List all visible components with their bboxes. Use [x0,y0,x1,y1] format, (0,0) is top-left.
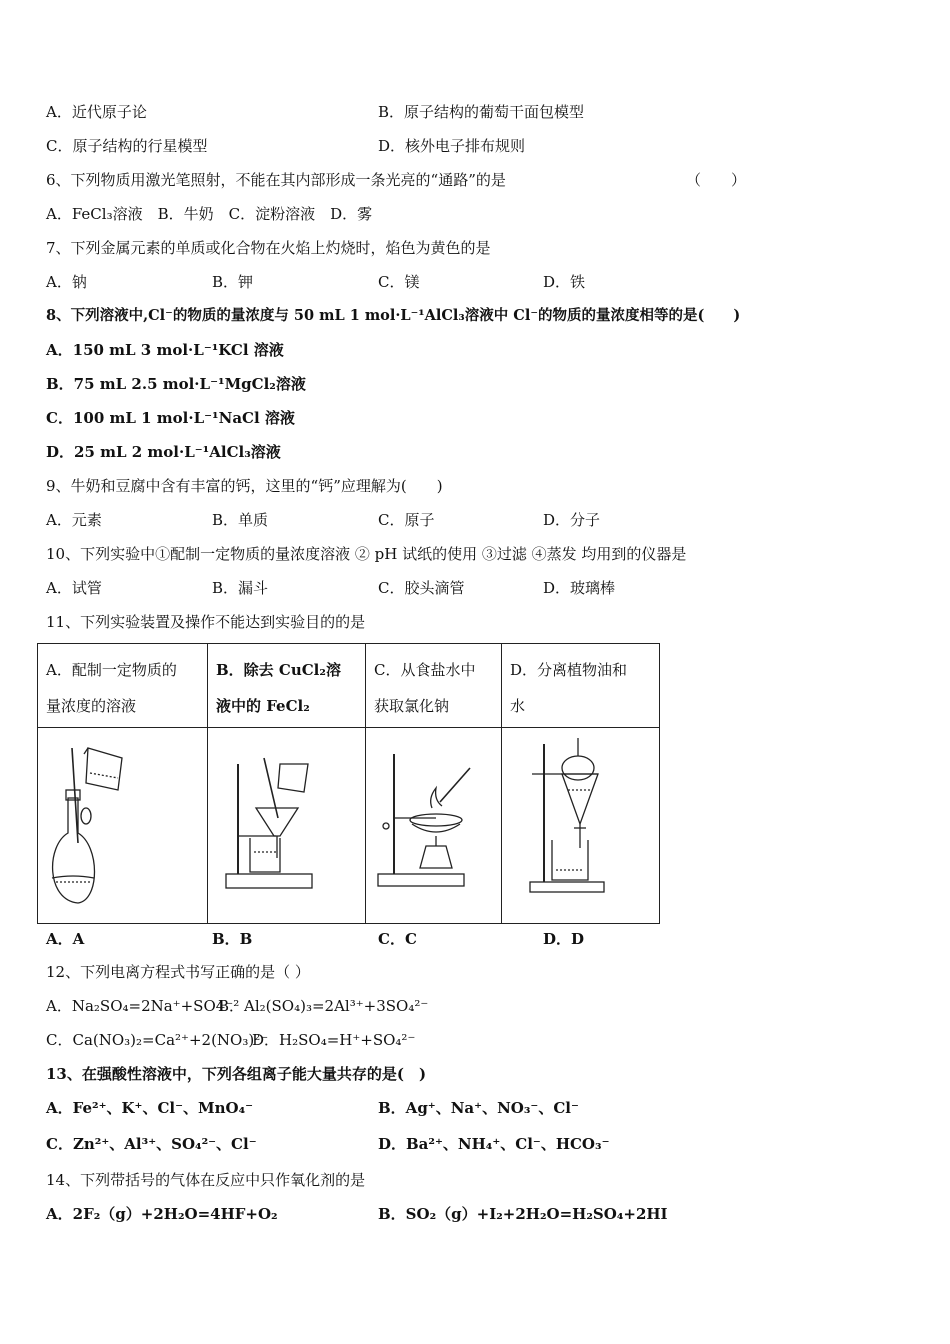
q13-option-c: C．Zn²⁺、Al³⁺、SO₄²⁻、Cl⁻ [46,1135,257,1153]
q13-option-a: A．Fe²⁺、K⁺、Cl⁻、MnO₄⁻ [46,1099,254,1117]
q11-col-a-line2: 量浓度的溶液 [46,697,137,715]
q12-option-c: C．Ca(NO₃)₂=Ca²⁺+2(NO₃)²⁻ [46,1031,269,1049]
q8-stem: 8、下列溶液中,Cl⁻的物质的量浓度与 50 mL 1 mol·L⁻¹AlCl₃溶液中 Cl⁻的物质的量浓度相等的是( ) [46,307,741,324]
q14-stem: 14、下列带括号的气体在反应中只作氧化剂的是 [46,1171,366,1189]
q9-option-c: C．原子 [378,511,435,529]
q11-col-c-line1: C．从食盐水中 [374,661,476,679]
q12-option-b: B．Al₂(SO₄)₃=2Al³⁺+3SO₄²⁻ [218,997,429,1015]
q7-option-d: D．铁 [543,273,586,291]
q11-option-b: B．B [212,930,253,948]
separatory-funnel-figure [502,728,659,922]
q11-stem: 11、下列实验装置及操作不能达到实验目的的是 [46,613,366,631]
q10-option-d: D．玻璃棒 [543,579,616,597]
q9-stem: 9、牛奶和豆腐中含有丰富的钙，这里的“钙”应理解为( ) [46,477,443,495]
q12-stem: 12、下列电离方程式书写正确的是（ ） [46,963,310,981]
q5-option-a: A．近代原子论 [46,103,147,121]
q14-option-b: B．SO₂（g）+I₂+2H₂O=H₂SO₄+2HI [378,1205,668,1223]
q8-option-d: D．25 mL 2 mol·L⁻¹AlCl₃溶液 [46,443,281,461]
q10-option-b: B．漏斗 [212,579,269,597]
q9-option-b: B．单质 [212,511,269,529]
q7-option-b: B．钾 [212,273,254,291]
q11-option-c: C．C [378,930,417,948]
q8-option-a: A．150 mL 3 mol·L⁻¹KCl 溶液 [46,341,284,359]
q12-option-a: A．Na₂SO₄=2Na⁺+SO4⁻² [46,997,240,1015]
q6-options: A．FeCl₃溶液 B．牛奶 C．淀粉溶液 D．雾 [46,205,373,223]
q11-col-a-header [38,644,207,724]
q13-stem: 13、在强酸性溶液中，下列各组离子能大量共存的是( ) [46,1065,427,1083]
q12-option-d: D．H₂SO₄=H⁺+SO₄²⁻ [252,1031,416,1049]
q11-col-c-line2: 获取氯化钠 [374,697,450,715]
q11-option-a: A．A [46,930,85,948]
q11-col-d-header [502,644,659,724]
q10-option-a: A．试管 [46,579,102,597]
evaporation-figure [366,728,501,922]
q9-option-d: D．分子 [543,511,601,529]
q11-option-d: D．D [543,930,585,948]
filtration-figure [208,728,365,922]
q5-option-c: C．原子结构的行星模型 [46,137,208,155]
q5-option-d: D．核外电子排布规则 [378,137,526,155]
q11-col-a-line1: A．配制一定物质的 [46,661,177,679]
q6-bracket: （ ） [686,171,747,189]
q11-col-d-line2: 水 [510,697,526,715]
q11-col-b-header [208,644,365,724]
q7-option-c: C．镁 [378,273,420,291]
q6-stem: 6、下列物质用激光笔照射，不能在其内部形成一条光亮的“通路”的是 [46,171,506,189]
q11-apparatus-table [37,643,660,924]
q14-option-a: A．2F₂（g）+2H₂O=4HF+O₂ [46,1205,278,1223]
q10-stem: 10、下列实验中①配制一定物质的量浓度溶液 ② pH 试纸的使用 ③过滤 ④蒸发 均用到的仪器是 [46,545,687,563]
q11-col-b-line2: 液中的 FeCl₂ [216,697,310,715]
q9-option-a: A．元素 [46,511,102,529]
q8-option-b: B．75 mL 2.5 mol·L⁻¹MgCl₂溶液 [46,375,306,393]
q5-option-b: B．原子结构的葡萄干面包模型 [378,103,585,121]
q11-col-c-header [366,644,501,724]
q13-option-b: B．Ag⁺、Na⁺、NO₃⁻、Cl⁻ [378,1099,579,1117]
q10-option-c: C．胶头滴管 [378,579,465,597]
volumetric-flask-figure [38,728,207,922]
q11-col-d-line1: D．分离植物油和 [510,661,628,679]
q13-option-d: D．Ba²⁺、NH₄⁺、Cl⁻、HCO₃⁻ [378,1135,610,1153]
q7-stem: 7、下列金属元素的单质或化合物在火焰上灼烧时，焰色为黄色的是 [46,239,491,257]
q7-option-a: A．钠 [46,273,87,291]
q11-col-b-line1: B．除去 CuCl₂溶 [216,661,341,679]
q8-option-c: C．100 mL 1 mol·L⁻¹NaCl 溶液 [46,409,295,427]
